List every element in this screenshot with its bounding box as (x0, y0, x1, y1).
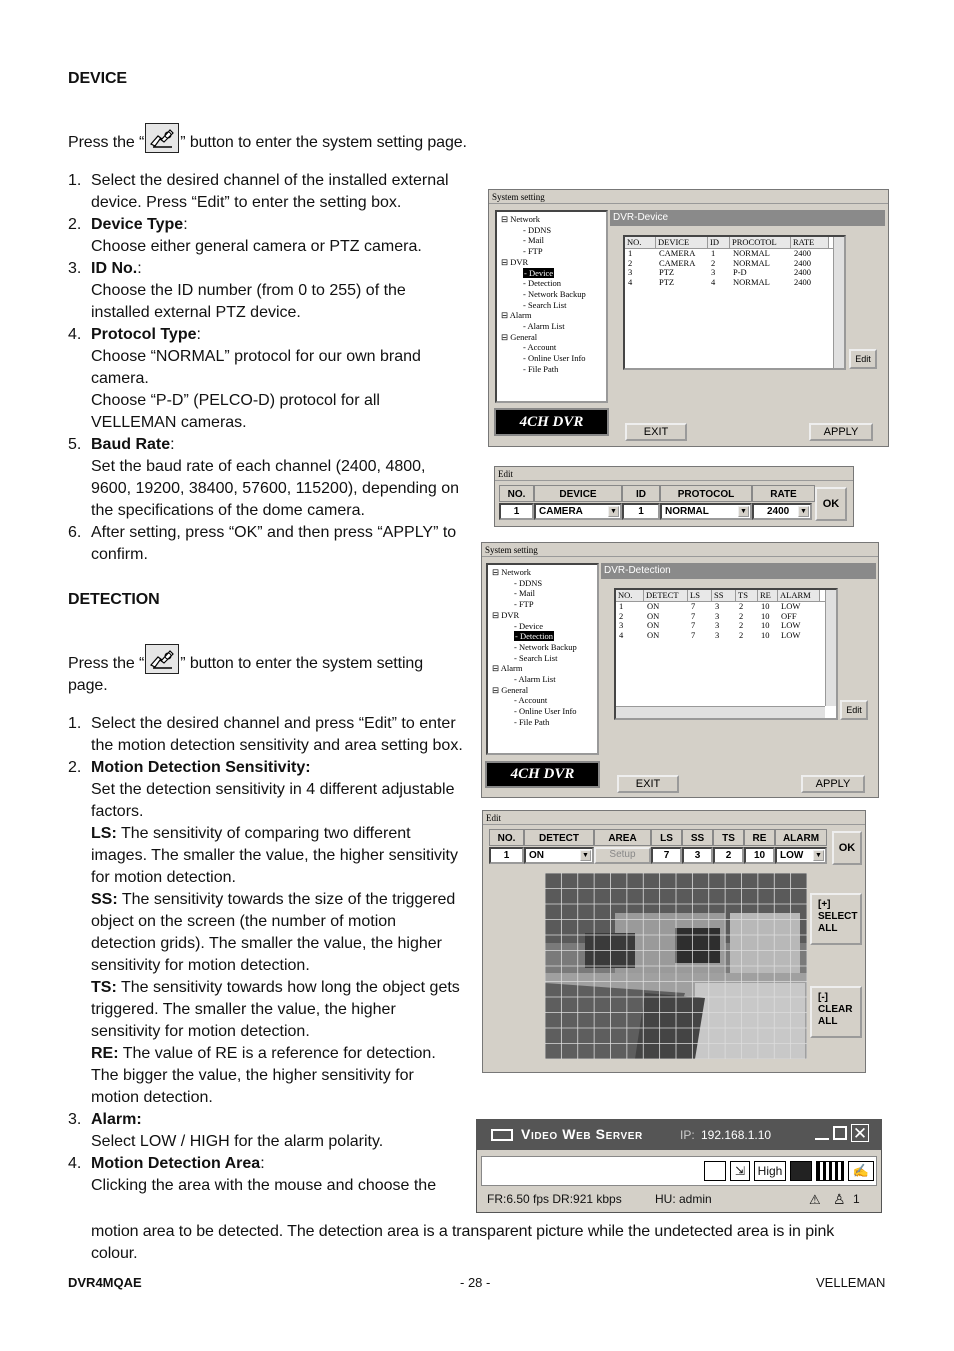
table-cell: 7 (691, 610, 696, 621)
detection-step-1: 1. Select the desired channel and press “Edit” to enter the motion detection sensitivity and area setting box. (68, 715, 463, 754)
table-cell: 7 (691, 629, 696, 640)
app-title: Video Web Server (521, 1126, 643, 1142)
tree-item[interactable]: - Mail (523, 235, 545, 246)
system-setting-hand-icon (145, 644, 179, 674)
detection-press-instruction (68, 644, 438, 697)
table-cell: LOW (781, 601, 801, 611)
table-cell: 4 (619, 629, 624, 640)
ls-field[interactable]: 7 (651, 847, 682, 864)
detection-step-4-continuation: motion area to be detected. The detection area is a transparent picture while the undetected area is in pink colour. (91, 1223, 835, 1262)
users-icon: ♙ (833, 1191, 846, 1207)
edit-detection-dialog (482, 810, 866, 1073)
table-cell: 3 (715, 629, 720, 640)
tree-item[interactable]: ⊟ DVR (492, 609, 520, 620)
apply-button[interactable]: APPLY (809, 423, 873, 441)
table-row[interactable] (625, 278, 844, 288)
device-list-scrollbar[interactable] (833, 237, 844, 368)
table-cell: 2400 (794, 248, 811, 258)
rate-select[interactable]: 2400 ▼ (752, 503, 812, 520)
tree-item[interactable]: - Detection (515, 631, 553, 642)
edit-button[interactable]: Edit (840, 700, 868, 720)
table-cell: P-D (733, 267, 747, 278)
clear-all-button[interactable]: [-] CLEAR ALL (810, 986, 862, 1038)
table-cell: PTZ (659, 276, 675, 287)
motion-detection-area-grid[interactable] (545, 873, 807, 1059)
edit-button[interactable]: Edit (849, 349, 877, 369)
device-step-6: 6. After setting, press “OK” and then press “APPLY” to confirm. (68, 524, 457, 563)
table-cell: CAMERA (659, 248, 696, 258)
table-cell: LOW (781, 629, 801, 640)
brand-logo: 4CH DVR (494, 408, 609, 436)
tree-item[interactable]: - Account (514, 695, 548, 706)
detection-press-pre: Press the “ (68, 655, 145, 672)
minimize-icon[interactable] (815, 1126, 829, 1140)
table-cell: 2 (711, 257, 716, 268)
resize-icon[interactable]: ⇲ (730, 1161, 750, 1181)
device-type-select[interactable]: CAMERA ▼ (534, 503, 622, 520)
id-field[interactable]: 1 (622, 503, 660, 520)
title-bar (477, 1120, 881, 1150)
ts-field[interactable]: 2 (713, 847, 744, 864)
table-cell: 3 (711, 267, 716, 278)
footer-model: DVR4MQAE (68, 1275, 142, 1290)
device-heading: DEVICE (68, 70, 127, 87)
tree-item[interactable]: - Account (523, 342, 557, 353)
table-cell: 7 (691, 620, 696, 631)
tree-item[interactable]: - Mail (514, 588, 536, 599)
tree-item[interactable]: ⊟ DVR (501, 256, 529, 267)
tree-item[interactable]: - Device (524, 267, 554, 278)
tree-item[interactable]: - Alarm List (523, 321, 565, 332)
user-count: 1 (853, 1192, 860, 1206)
tree-item[interactable]: - File Path (514, 716, 550, 727)
detection-step-2: 2. Motion Detection Sensitivity: Set the detection sensitivity in 4 different adjustable factors. LS: The sensitivity of comparing two different images. The smaller the value, the higher sensitivity for motion detection. SS: The sensitivity towards the size of the triggered object on the screen (the number of motion detection grids). The smaller the value, the higher sensitivity for motion detection. TS: The sensitivity towards how long the object gets triggered. The smaller the value, the higher sensitivity for motion detection. RE: The value of RE is a reference for detection. The bigger the value, the higher sensitivity for motion detection. (68, 759, 460, 1106)
tree-item[interactable]: ⊟ Alarm (501, 310, 532, 321)
table-cell: 2400 (794, 267, 811, 278)
device-press-pre: Press the “ (68, 134, 145, 151)
panel-title: DVR-Detection (601, 563, 876, 579)
device-list[interactable] (623, 235, 846, 370)
table-cell: OFF (781, 610, 797, 621)
video-web-server-window (476, 1119, 882, 1213)
horizontal-scrollbar[interactable] (616, 706, 825, 718)
table-cell: 1 (619, 601, 624, 611)
panel-title: DVR-Device (610, 210, 885, 226)
maximize-icon[interactable] (833, 1126, 847, 1140)
brand-logo: 4CH DVR (485, 761, 600, 788)
re-field[interactable]: 10 (744, 847, 775, 864)
table-cell: 2 (628, 257, 633, 268)
settings-hand-icon[interactable]: ✍ (848, 1161, 874, 1181)
table-row[interactable] (616, 631, 836, 641)
chevron-down-icon[interactable]: ▼ (580, 850, 591, 861)
tree-item[interactable]: ⊟ Network (501, 214, 540, 224)
alarm-bell-icon: ⚠ (809, 1192, 821, 1207)
protocol-select[interactable]: NORMAL ▼ (660, 503, 752, 520)
chevron-down-icon[interactable]: ▼ (738, 506, 749, 517)
system-setting-window-detection (481, 542, 879, 798)
table-cell: 4 (628, 276, 633, 287)
table-cell: ON (647, 620, 660, 631)
detection-grid-overlay (545, 873, 807, 1059)
detect-select[interactable]: ON ▼ (524, 847, 594, 864)
device-steps (68, 170, 468, 566)
table-cell: 4 (711, 276, 716, 287)
edit-device-header: NO. DEVICE ID PROTOCOL RATE (499, 485, 815, 502)
tree-item[interactable]: - File Path (523, 363, 559, 374)
film-icon[interactable] (816, 1161, 844, 1181)
tree-item[interactable]: ⊟ General (492, 684, 529, 695)
table-cell: CAMERA (659, 257, 696, 268)
no-field[interactable]: 1 (499, 503, 534, 520)
frame-rate-status: FR:6.50 fps DR:921 kbps (487, 1192, 622, 1206)
window-title: System setting (482, 543, 878, 557)
device-press-post: ” button to enter the system setting page. (180, 134, 467, 151)
table-cell: NORMAL (733, 276, 770, 287)
exit-button[interactable]: EXIT (625, 423, 687, 441)
settings-tree (486, 563, 599, 755)
device-step-5: 5. Baud Rate: Set the baud rate of each channel (2400, 4800, 9600, 19200, 38400, 57600, 115200), depending on the specifications of the dome camera. (68, 436, 460, 519)
status-bar (481, 1190, 877, 1210)
tree-item[interactable]: - Search List (523, 299, 567, 310)
chevron-down-icon[interactable]: ▼ (608, 506, 619, 517)
detection-list-header: NO. DETECT LS SS TS RE ALARM (616, 590, 836, 602)
table-cell: 7 (691, 601, 696, 611)
ip-label: IP: (680, 1128, 695, 1142)
close-icon[interactable]: ✕ (852, 1124, 868, 1143)
tree-item[interactable]: - Network Backup (514, 641, 577, 652)
table-cell: NORMAL (733, 257, 770, 268)
exit-button[interactable]: EXIT (617, 775, 679, 793)
apply-button[interactable]: APPLY (801, 775, 865, 793)
detection-step-4: 4. Motion Detection Area: Clicking the area with the mouse and choose the (68, 1155, 437, 1194)
tree-item[interactable]: - FTP (523, 246, 543, 257)
table-cell: 3 (715, 610, 720, 621)
chevron-down-icon[interactable]: ▼ (798, 506, 809, 517)
table-cell: 10 (761, 601, 770, 611)
table-cell: 10 (761, 620, 770, 631)
tree-item[interactable]: - Online User Info (523, 353, 586, 364)
device-step-1: 1. Select the desired channel of the installed external device. Press “Edit” to enter the setting box. (68, 172, 449, 211)
no-field[interactable]: 1 (489, 847, 524, 864)
dialog-title: Edit (495, 467, 853, 481)
quality-button[interactable]: High (754, 1161, 786, 1181)
edit-device-dialog (494, 466, 854, 527)
device-step-3: 3. ID No.: Choose the ID number (from 0 to 255) of the installed external PTZ device. (68, 260, 406, 321)
area-setup-button[interactable]: Setup (594, 847, 651, 864)
table-cell: 2 (739, 620, 744, 631)
chevron-down-icon[interactable]: ▼ (813, 850, 824, 861)
dialog-title: Edit (483, 811, 865, 825)
edit-detection-header: NO. DETECT AREA LS SS TS RE ALARM (489, 829, 827, 846)
tree-item[interactable]: - Device (514, 620, 544, 631)
window-title: System setting (489, 190, 888, 204)
table-cell: 2 (739, 601, 744, 611)
host-user: HU: admin (655, 1192, 712, 1206)
tree-item[interactable]: - DDNS (514, 577, 543, 588)
tree-item[interactable]: - Detection (523, 278, 561, 289)
ok-button[interactable]: OK (832, 831, 862, 865)
ss-field[interactable]: 3 (682, 847, 713, 864)
ok-button[interactable]: OK (815, 487, 847, 521)
device-step-4: 4. Protocol Type: Choose “NORMAL” protocol for our own brand camera. Choose “P-D” (PELCO-D) protocol for all VELLEMAN cameras. (68, 326, 421, 431)
tree-item[interactable]: - Search List (514, 652, 558, 663)
tree-item[interactable]: - Online User Info (514, 706, 577, 717)
device-press-instruction (68, 123, 488, 154)
system-setting-window-device (488, 189, 889, 447)
table-cell: 3 (715, 620, 720, 631)
table-cell: 2 (739, 629, 744, 640)
table-cell: LOW (781, 620, 801, 631)
detection-list[interactable] (614, 588, 838, 720)
tree-item[interactable]: - DDNS (523, 224, 552, 235)
table-cell: 2 (739, 610, 744, 621)
select-all-button[interactable]: [+] SELECT ALL (810, 893, 862, 945)
camera-icon[interactable] (790, 1161, 812, 1181)
ip-address: 192.168.1.10 (701, 1128, 772, 1142)
table-cell: ON (647, 629, 660, 640)
table-cell: PTZ (659, 267, 675, 278)
system-setting-hand-icon (145, 123, 179, 153)
detection-step-3: 3. Alarm: Select LOW / HIGH for the alarm polarity. (68, 1111, 384, 1150)
record-icon[interactable] (704, 1161, 726, 1181)
detection-heading: DETECTION (68, 591, 160, 608)
monitor-icon (491, 1129, 513, 1141)
detection-list-scrollbar[interactable] (825, 590, 836, 706)
device-list-header: NO. DEVICE ID PROCOTOL RATE (625, 237, 844, 249)
table-cell: ON (647, 610, 660, 621)
table-cell: 2400 (794, 276, 811, 287)
settings-tree (495, 210, 608, 403)
table-cell: 2 (619, 610, 624, 621)
table-cell: 10 (761, 610, 770, 621)
tree-item[interactable]: - FTP (514, 599, 534, 610)
tree-item[interactable]: - Alarm List (514, 674, 556, 685)
detection-press-post: ” button to enter the system setting page. (68, 655, 424, 694)
tree-item[interactable]: ⊟ General (501, 331, 538, 342)
table-cell: 3 (619, 620, 624, 631)
device-step-2: 2. Device Type: Choose either general camera or PTZ camera. (68, 216, 422, 255)
table-cell: 2400 (794, 257, 811, 268)
table-cell: 3 (715, 601, 720, 611)
tree-item[interactable]: ⊟ Alarm (492, 663, 523, 674)
tree-item[interactable]: - Network Backup (523, 288, 586, 299)
table-cell: 1 (628, 248, 633, 258)
control-area (481, 1156, 877, 1186)
detection-steps (68, 713, 463, 1197)
table-cell: NORMAL (733, 248, 770, 258)
table-cell: 10 (761, 629, 770, 640)
alarm-select[interactable]: LOW ▼ (775, 847, 827, 864)
tree-item[interactable]: ⊟ Network (492, 567, 531, 577)
footer-page-number: - 28 - (460, 1275, 491, 1290)
footer-brand: VELLEMAN (816, 1275, 886, 1290)
table-cell: 3 (628, 267, 633, 278)
table-cell: ON (647, 601, 660, 611)
table-cell: 1 (711, 248, 716, 258)
